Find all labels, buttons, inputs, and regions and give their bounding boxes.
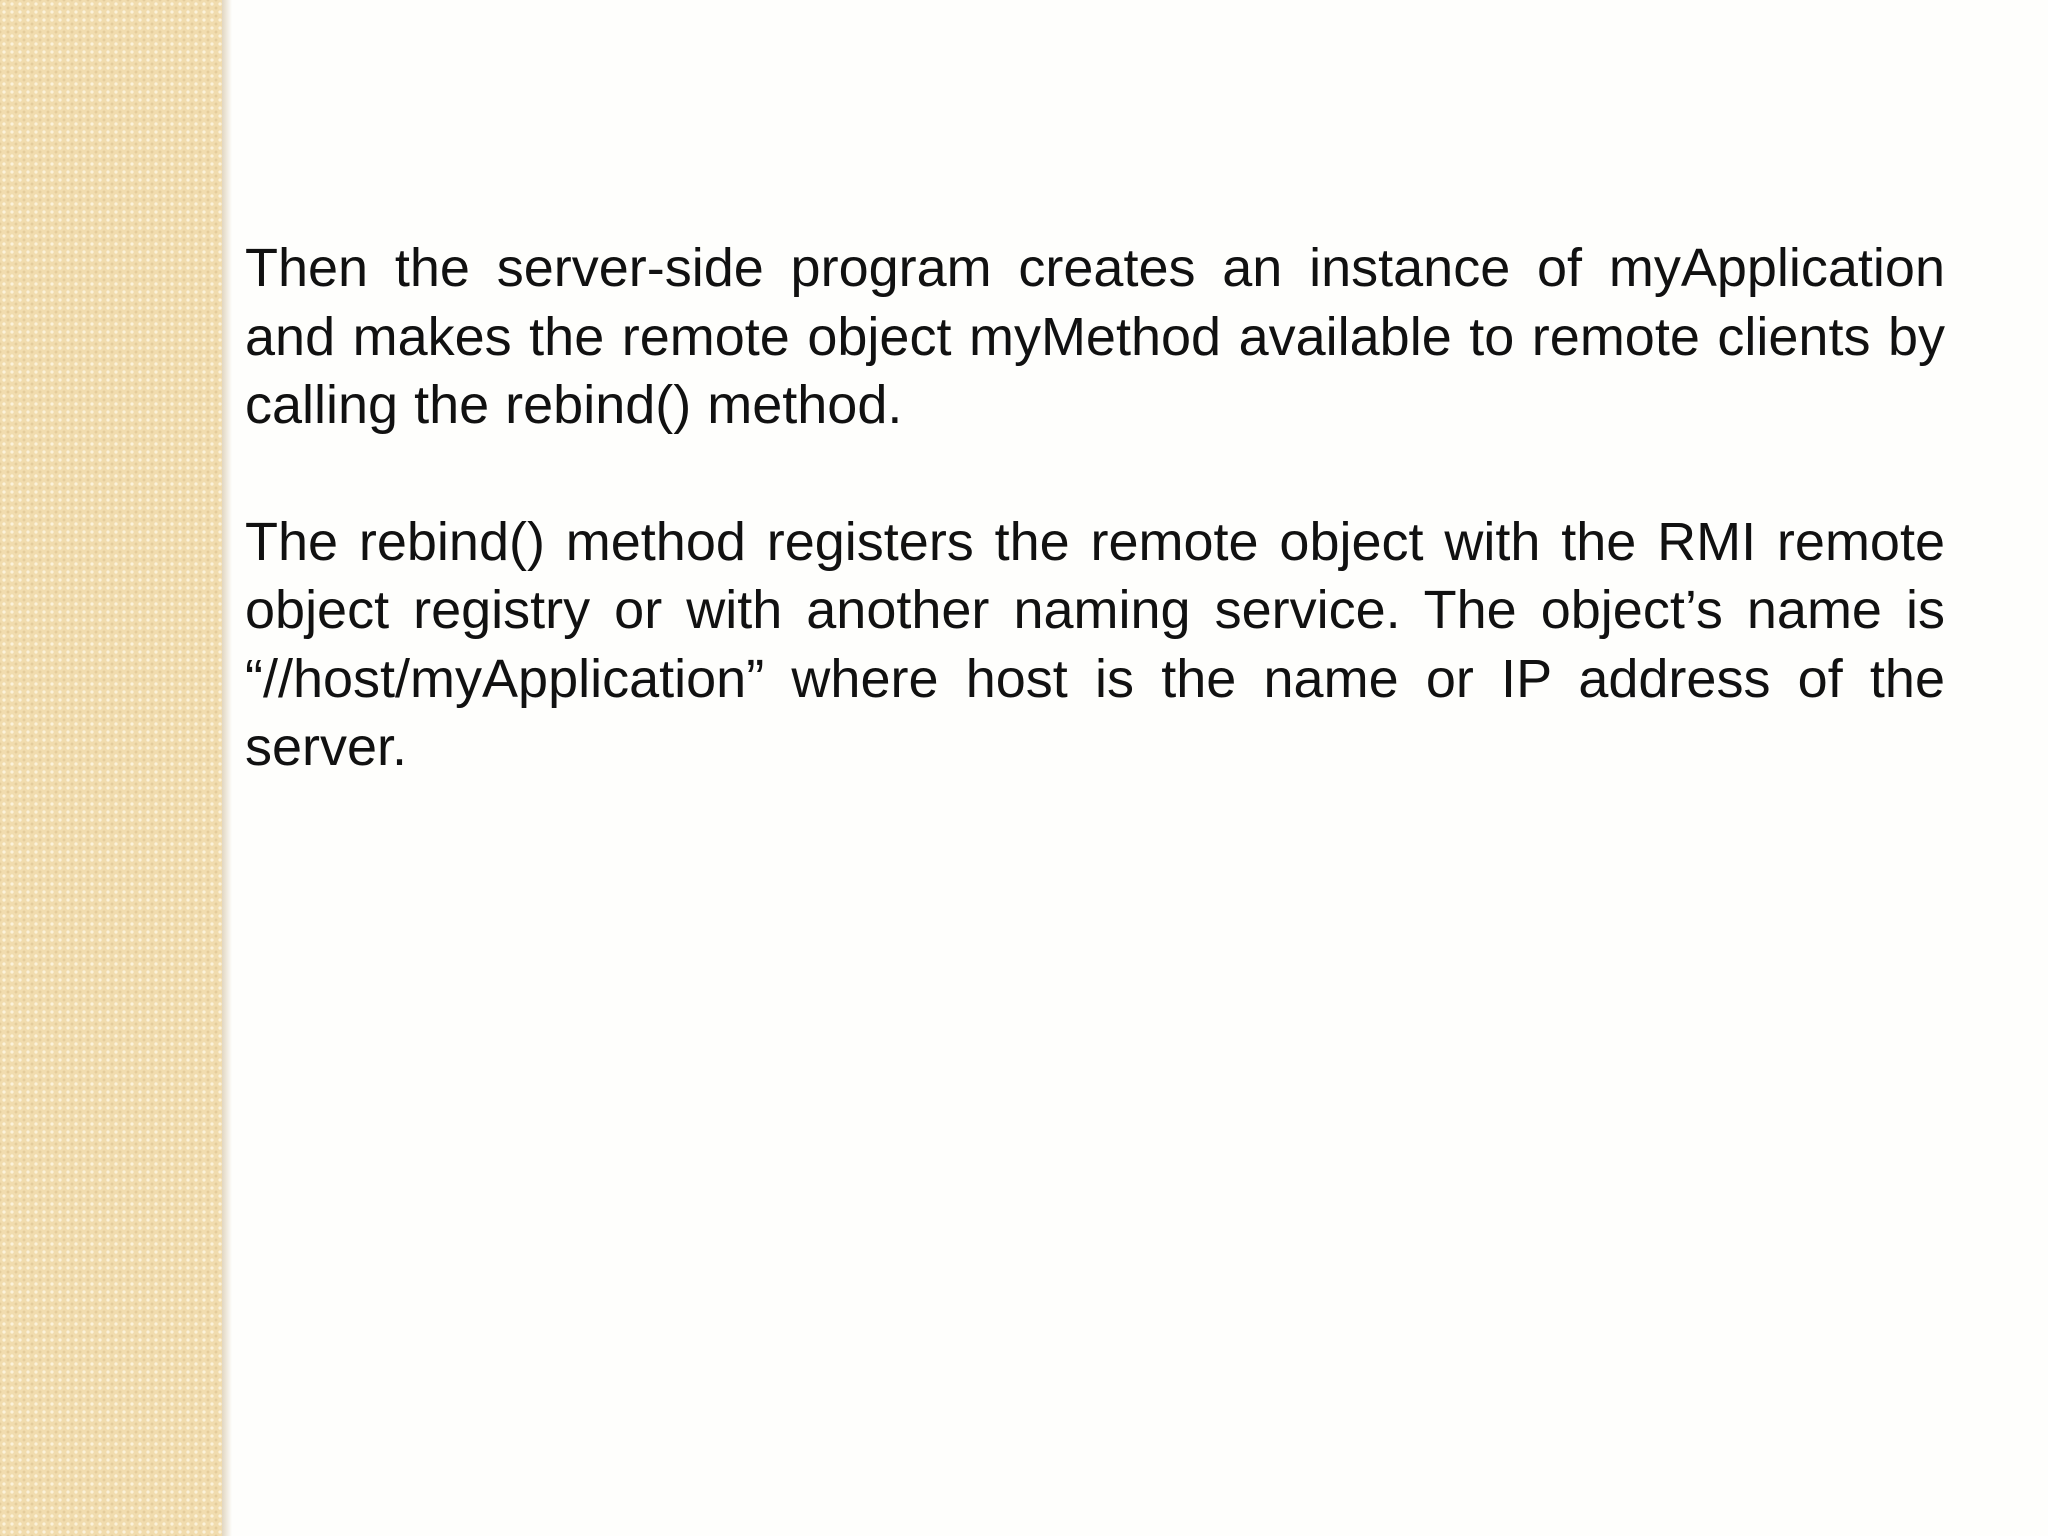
slide-content: [245, 234, 1945, 782]
decorative-side-band: [0, 0, 222, 1536]
paragraph-rebind-intro: Then the server-side program creates an instance of myApplication and makes the remote object myMethod available to remote clients by calling the rebind() method.: [245, 238, 1945, 435]
side-band-shadow: [222, 0, 232, 1536]
paragraph-rebind-registry: The rebind() method registers the remote object with the RMI remote object registry or with another naming service. The object’s name is “//host/myApplication” where host is the name or IP address of the server.: [245, 511, 1945, 777]
